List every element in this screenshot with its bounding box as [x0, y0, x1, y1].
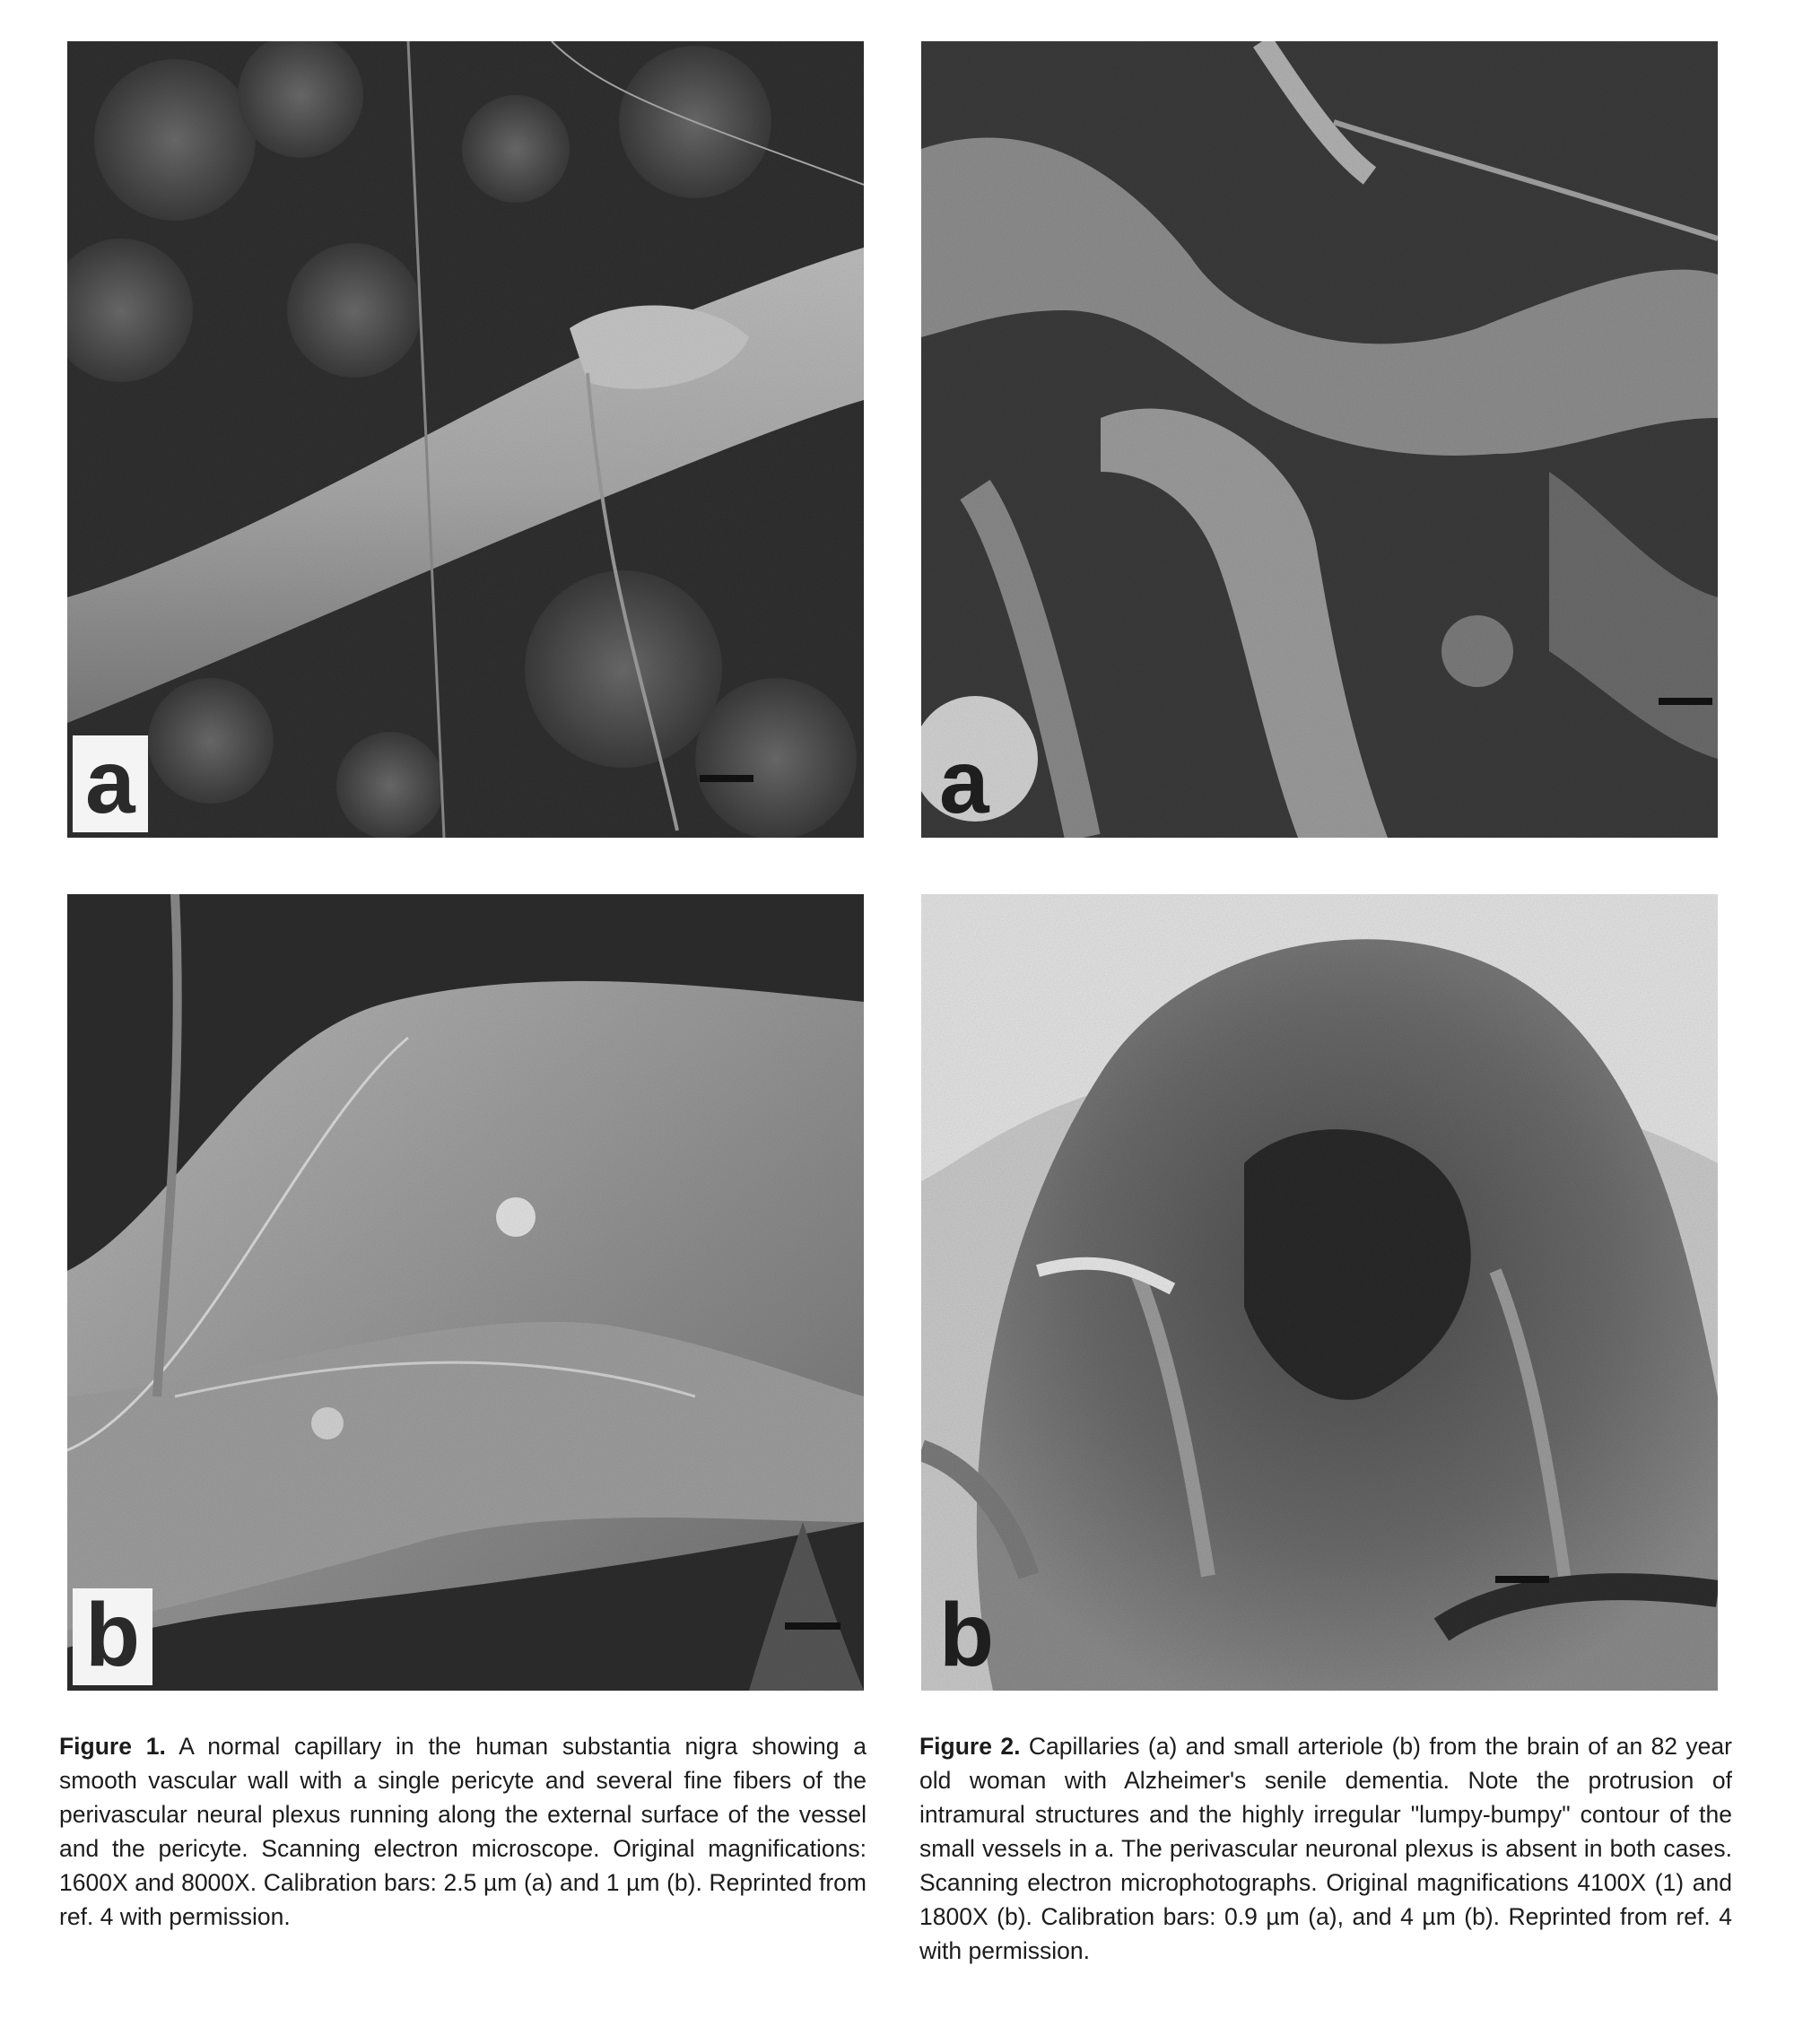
- figure2-caption-text: Capillaries (a) and small arteriole (b) from the brain of an 82 year old woman with Alzheimer's senile dementia. Note the protrusion of intramural structures and the highly irregular "lumpy-bumpy" contour of the small vessels in a. The perivascular neuronal plexus is absent in both cases. Scanning electron microphotographs. Original magnifications 4100X (1) and 1800X (b). Calibration bars: 0.9 µm (a), and 4 µm (b). Reprinted from ref. 4 with permission.: [919, 1733, 1732, 1964]
- figure1-panel-b: [67, 894, 864, 1691]
- panel-letter: a: [939, 732, 989, 832]
- sem-micrograph-capillary: [67, 41, 864, 838]
- figure2-panel-b: [921, 894, 1718, 1691]
- calibration-bar: [1495, 1576, 1549, 1583]
- figure2-label: Figure 2.: [919, 1733, 1021, 1760]
- figure2-panel-a: [921, 41, 1718, 838]
- sem-micrograph-lumpy-capillaries: [921, 41, 1718, 838]
- calibration-bar: [700, 775, 753, 782]
- sem-micrograph-arteriole: [921, 894, 1718, 1691]
- panel-letter: b: [939, 1585, 995, 1685]
- calibration-bar: [1659, 698, 1712, 705]
- figure1-panel-a: [67, 41, 864, 838]
- sem-micrograph-pericyte: [67, 894, 864, 1691]
- figure1-caption-text: A normal capillary in the human substantia nigra showing a smooth vascular wall with a single pericyte and several fine fibers of the perivascular neural plexus running along the external surface of the vessel and the pericyte. Scanning electron microscope. Original magnifications: 1600X and 8000X. Calibration bars: 2.5 µm (a) and 1 µm (b). Reprinted from ref. 4 with permission.: [59, 1733, 867, 1930]
- figure2-caption: [919, 1729, 1732, 1968]
- panel-letter: b: [73, 1588, 152, 1685]
- figure1-label: Figure 1.: [59, 1733, 166, 1760]
- panel-letter: a: [73, 735, 148, 832]
- figure1-caption: [59, 1729, 867, 1934]
- calibration-bar: [785, 1622, 840, 1630]
